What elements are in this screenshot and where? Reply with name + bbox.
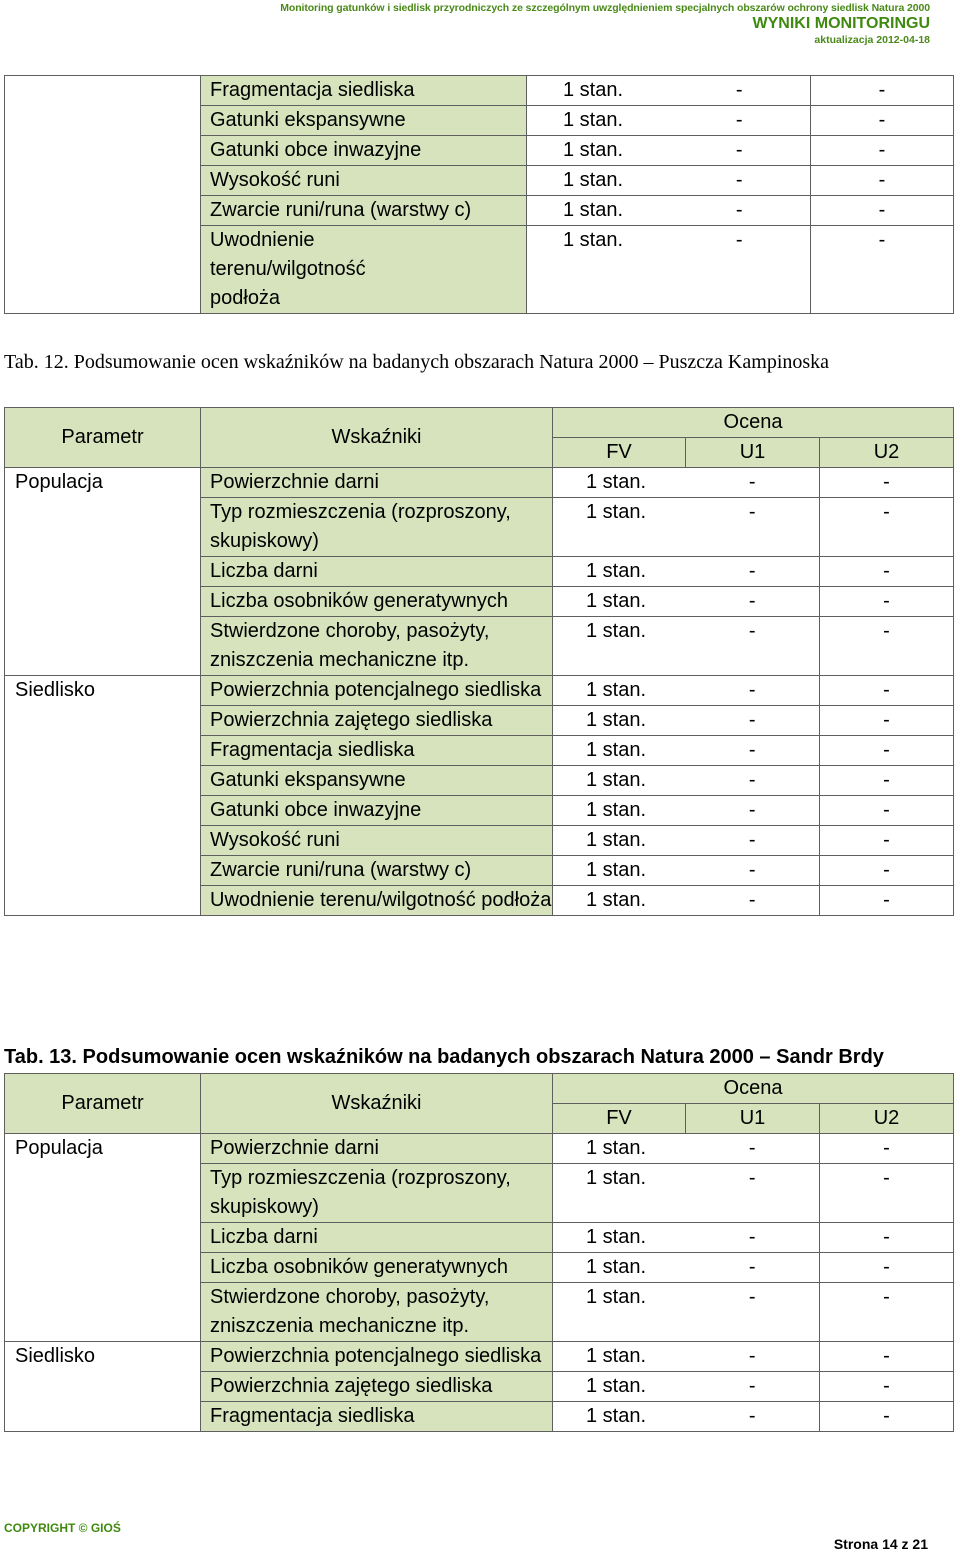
- indicator-cell: Liczba darni: [201, 1223, 553, 1253]
- indicator-cell: Gatunki obce inwazyjne: [201, 796, 553, 826]
- parameter-cell: [5, 136, 201, 166]
- indicator-cell: Powierzchnia zajętego siedliska: [201, 1372, 553, 1402]
- score-u2-cell: -: [820, 1283, 954, 1342]
- column-header-fv: FV: [553, 1104, 686, 1134]
- column-header-wskazniki: Wskaźniki: [201, 1074, 553, 1134]
- score-u1-cell: -: [686, 1342, 820, 1372]
- score-u2-cell: -: [820, 498, 954, 557]
- score-u2-cell: -: [820, 856, 954, 886]
- score-fv-cell: 1 stan.: [527, 76, 669, 106]
- indicator-cell: Uwodnienie terenu/wilgotność podłoża: [201, 886, 553, 916]
- indicator-cell: Powierzchnia potencjalnego siedliska: [201, 676, 553, 706]
- score-u1-cell: -: [686, 856, 820, 886]
- score-u2-cell: -: [811, 76, 954, 106]
- score-u2-cell: -: [820, 676, 954, 706]
- column-header-parametr: Parametr: [5, 1074, 201, 1134]
- score-fv-cell: 1 stan.: [527, 106, 669, 136]
- score-u1-cell: -: [686, 468, 820, 498]
- header-row: [5, 408, 954, 438]
- parameter-cell: [5, 226, 201, 314]
- score-u2-cell: -: [820, 796, 954, 826]
- table-row: [5, 468, 954, 498]
- indicator-cell: Stwierdzone choroby, pasożyty, zniszczenia mechaniczne itp.: [201, 1283, 553, 1342]
- score-u1-cell: -: [669, 76, 811, 106]
- score-u1-cell: -: [686, 1372, 820, 1402]
- score-fv-cell: 1 stan.: [553, 1342, 686, 1372]
- table13-caption-text: Tab. 13. Podsumowanie ocen wskaźników na badanych obszarach Natura 2000 – Sandr Brdy: [4, 1046, 884, 1068]
- table-row: [5, 1342, 954, 1372]
- parameter-siedlisko: Siedlisko: [5, 1342, 201, 1432]
- indicator-cell: Wysokość runi: [201, 166, 527, 196]
- indicator-cell: Gatunki obce inwazyjne: [201, 136, 527, 166]
- score-u2-cell: -: [811, 106, 954, 136]
- score-fv-cell: 1 stan.: [553, 1372, 686, 1402]
- score-fv-cell: 1 stan.: [553, 1134, 686, 1164]
- score-u2-cell: -: [820, 1372, 954, 1402]
- copyright: COPYRIGHT © GIOŚ: [4, 1521, 121, 1535]
- score-u1-cell: -: [686, 1402, 820, 1432]
- column-header-u1: U1: [686, 1104, 820, 1134]
- parameter-populacja: Populacja: [5, 1134, 201, 1342]
- score-u2-cell: -: [811, 166, 954, 196]
- table-row: [5, 136, 954, 166]
- score-u1-cell: -: [686, 736, 820, 766]
- score-u2-cell: -: [811, 136, 954, 166]
- score-u1-cell: -: [669, 166, 811, 196]
- score-u2-cell: -: [820, 706, 954, 736]
- score-u1-cell: -: [669, 106, 811, 136]
- score-u2-cell: -: [820, 736, 954, 766]
- score-u2-cell: -: [820, 1223, 954, 1253]
- indicator-cell: Typ rozmieszczenia (rozproszony, skupiskowy): [201, 1164, 553, 1223]
- indicator-cell: Stwierdzone choroby, pasożyty, zniszczenia mechaniczne itp.: [201, 617, 553, 676]
- score-u2-cell: -: [820, 1134, 954, 1164]
- score-fv-cell: 1 stan.: [553, 1402, 686, 1432]
- score-fv-cell: 1 stan.: [553, 1283, 686, 1342]
- parameter-cell: [5, 106, 201, 136]
- score-u2-cell: -: [820, 557, 954, 587]
- indicator-cell: Fragmentacja siedliska: [201, 736, 553, 766]
- score-u1-cell: -: [686, 1134, 820, 1164]
- score-fv-cell: 1 stan.: [553, 1223, 686, 1253]
- score-u1-cell: -: [669, 196, 811, 226]
- indicator-cell: Liczba osobników generatywnych: [201, 1253, 553, 1283]
- score-u1-cell: -: [686, 1223, 820, 1253]
- score-fv-cell: 1 stan.: [553, 766, 686, 796]
- parameter-cell: [5, 76, 201, 106]
- score-u1-cell: -: [686, 587, 820, 617]
- header-update-date: aktualizacja 2012-04-18: [814, 34, 930, 46]
- score-u1-cell: -: [686, 796, 820, 826]
- score-fv-cell: 1 stan.: [553, 886, 686, 916]
- indicator-cell: Powierzchnie darni: [201, 1134, 553, 1164]
- indicator-cell: Typ rozmieszczenia (rozproszony, skupiskowy): [201, 498, 553, 557]
- score-fv-cell: 1 stan.: [553, 498, 686, 557]
- indicator-cell: Zwarcie runi/runa (warstwy c): [201, 196, 527, 226]
- indicator-cell: Liczba darni: [201, 557, 553, 587]
- column-header-fv: FV: [553, 438, 686, 468]
- indicator-cell: Powierzchnie darni: [201, 468, 553, 498]
- column-header-ocena: Ocena: [553, 408, 954, 438]
- indicator-cell: Powierzchnia potencjalnego siedliska: [201, 1342, 553, 1372]
- score-u1-cell: -: [686, 1253, 820, 1283]
- score-u2-cell: -: [820, 587, 954, 617]
- score-fv-cell: 1 stan.: [553, 617, 686, 676]
- column-header-u1: U1: [686, 438, 820, 468]
- score-u1-cell: -: [686, 1283, 820, 1342]
- score-u1-cell: -: [669, 136, 811, 166]
- score-u1-cell: -: [686, 706, 820, 736]
- score-fv-cell: 1 stan.: [527, 196, 669, 226]
- score-u1-cell: -: [686, 1164, 820, 1223]
- score-u2-cell: -: [820, 1342, 954, 1372]
- header-title: WYNIKI MONITORINGU: [752, 15, 930, 32]
- header-subtitle: Monitoring gatunków i siedlisk przyrodniczych ze szczególnym uwzględnieniem specjalnych obszarów ochrony siedlisk Natura 2000: [280, 2, 930, 14]
- table-row: [5, 676, 954, 706]
- table-row: [5, 166, 954, 196]
- indicator-cell: Fragmentacja siedliska: [201, 76, 527, 106]
- indicator-cell: Fragmentacja siedliska: [201, 1402, 553, 1432]
- score-u1-cell: -: [686, 766, 820, 796]
- score-fv-cell: 1 stan.: [527, 136, 669, 166]
- score-fv-cell: 1 stan.: [553, 557, 686, 587]
- indicator-cell: Zwarcie runi/runa (warstwy c): [201, 856, 553, 886]
- score-u2-cell: -: [820, 826, 954, 856]
- indicator-cell: Gatunki ekspansywne: [201, 106, 527, 136]
- score-fv-cell: 1 stan.: [553, 736, 686, 766]
- score-u2-cell: -: [820, 766, 954, 796]
- table13-caption: [4, 1042, 884, 1072]
- header-row: [5, 1074, 954, 1104]
- score-u2-cell: -: [820, 1164, 954, 1223]
- score-fv-cell: 1 stan.: [553, 468, 686, 498]
- score-fv-cell: 1 stan.: [553, 826, 686, 856]
- score-fv-cell: 1 stan.: [553, 796, 686, 826]
- table-row: [5, 76, 954, 106]
- score-fv-cell: 1 stan.: [553, 587, 686, 617]
- column-header-wskazniki: Wskaźniki: [201, 408, 553, 468]
- score-fv-cell: 1 stan.: [553, 706, 686, 736]
- score-u1-cell: -: [686, 676, 820, 706]
- score-u2-cell: -: [820, 886, 954, 916]
- table-row: [5, 106, 954, 136]
- score-u2-cell: -: [811, 226, 954, 314]
- parameter-cell: [5, 166, 201, 196]
- score-u1-cell: -: [686, 826, 820, 856]
- score-u1-cell: -: [686, 557, 820, 587]
- score-u1-cell: -: [686, 498, 820, 557]
- score-u1-cell: -: [686, 886, 820, 916]
- score-fv-cell: 1 stan.: [527, 226, 669, 314]
- score-fv-cell: 1 stan.: [553, 856, 686, 886]
- indicator-cell: Liczba osobników generatywnych: [201, 587, 553, 617]
- indicator-cell: Powierzchnia zajętego siedliska: [201, 706, 553, 736]
- indicator-cell: Wysokość runi: [201, 826, 553, 856]
- score-fv-cell: 1 stan.: [553, 1164, 686, 1223]
- score-fv-cell: 1 stan.: [527, 166, 669, 196]
- table-row: [5, 226, 954, 314]
- column-header-u2: U2: [820, 438, 954, 468]
- column-header-parametr: Parametr: [5, 408, 201, 468]
- indicator-cell: Uwodnienie terenu/wilgotność podłoża: [201, 226, 527, 314]
- prev-table: [4, 75, 954, 314]
- page-header: [280, 2, 930, 46]
- table12: [4, 407, 954, 916]
- score-fv-cell: 1 stan.: [553, 676, 686, 706]
- score-u2-cell: -: [820, 1253, 954, 1283]
- score-fv-cell: 1 stan.: [553, 1253, 686, 1283]
- score-u2-cell: -: [811, 196, 954, 226]
- table-row: [5, 196, 954, 226]
- score-u1-cell: -: [686, 617, 820, 676]
- page-number: Strona 14 z 21: [833, 1536, 928, 1552]
- table13: [4, 1073, 954, 1432]
- score-u2-cell: -: [820, 617, 954, 676]
- score-u1-cell: -: [669, 226, 811, 314]
- table12-caption: Tab. 12. Podsumowanie ocen wskaźników na badanych obszarach Natura 2000 – Puszcza Kampinoska: [4, 351, 830, 373]
- column-header-u2: U2: [820, 1104, 954, 1134]
- indicator-cell: Gatunki ekspansywne: [201, 766, 553, 796]
- parameter-cell: [5, 196, 201, 226]
- score-u2-cell: -: [820, 468, 954, 498]
- parameter-siedlisko: Siedlisko: [5, 676, 201, 916]
- score-u2-cell: -: [820, 1402, 954, 1432]
- parameter-populacja: Populacja: [5, 468, 201, 676]
- table-row: [5, 1134, 954, 1164]
- column-header-ocena: Ocena: [553, 1074, 954, 1104]
